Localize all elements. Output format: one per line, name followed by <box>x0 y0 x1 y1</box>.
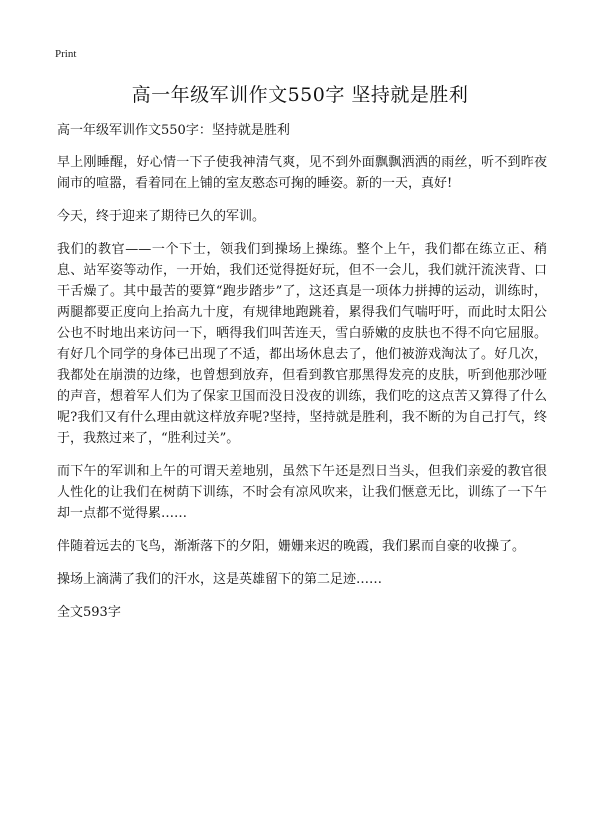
print-link[interactable]: Print <box>55 48 77 60</box>
article-body <box>57 120 547 635</box>
paragraph-1: 早上刚睡醒，好心情一下子使我神清气爽，见不到外面飘飘洒洒的雨丝，听不到昨夜闹市的喧嚣，看着同在上铺的室友憨态可掬的睡姿。新的一天，真好! <box>57 155 547 191</box>
paragraph-6: 操场上滴满了我们的汗水，这是英雄留下的第二足迹…… <box>57 572 383 587</box>
page-title: 高一年级军训作文550字 坚持就是胜利 <box>131 84 469 106</box>
paragraph-5: 伴随着远去的飞鸟，渐渐落下的夕阳，姗姗来迟的晚霞，我们累而自豪的收操了。 <box>57 539 526 554</box>
word-count: 全文593字 <box>57 605 121 620</box>
article-subtitle: 高一年级军训作文550字：坚持就是胜利 <box>57 123 290 138</box>
paragraph-4: 而下午的军训和上午的可谓天差地别，虽然下午还是烈日当头，但我们亲爱的教官很人性化的让我们在树荫下训练，不时会有凉风吹来，让我们惬意无比，训练了一下午却一点都不觉得累…… <box>57 464 547 521</box>
paragraph-2: 今天，终于迎来了期待已久的军训。 <box>57 209 266 224</box>
paragraph-3: 我们的教官——一个下士，领我们到操场上操练。整个上午，我们都在练立正、稍息、站军姿等动作，一开始，我们还觉得挺好玩，但不一会儿，我们就汗流浃背、口干舌燥了。其中最苦的要算“跑步踏步”了，这还真是一项体力拼搏的运动，训练时，两腿都要正度向上抬高九十度，有规律地跑跳着，累得我们气喘吁吁，而此时太阳公公也不时地出来访问一下，晒得我们叫苦连天，雪白骄嫩的皮肤也不得不向它屈服。有好几个同学的身体已出现了不适，都出场休息去了，他们被游戏淘汰了。好几次，我都处在崩溃的边缘，也曾想到放弃，但看到教官那黑得发亮的皮肤，听到他那沙哑的声音，想着军人们为了保家卫国而没日没夜的训练，我们吃的这点苦又算得了什么呢?我们又有什么理由就这样放弃呢?坚持，坚持就是胜利，我不断的为自己打气，终于，我熬过来了，“胜利过关”。 <box>57 242 547 446</box>
